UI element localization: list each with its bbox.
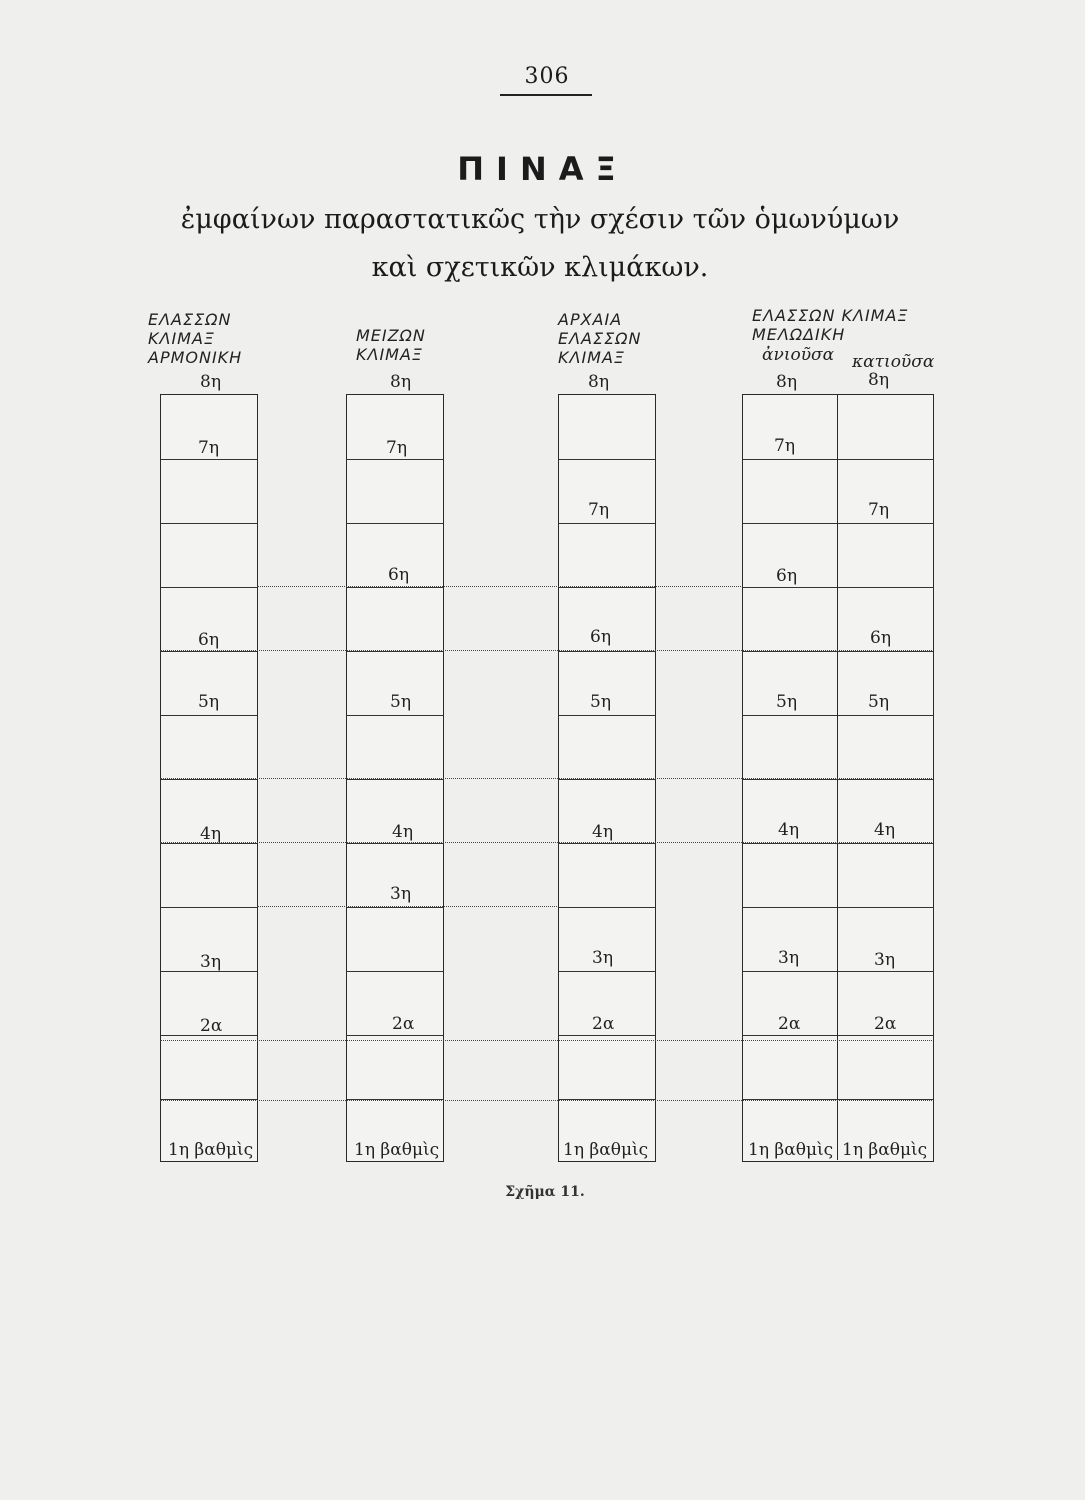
c4a-degree-2: 2α <box>778 1014 801 1034</box>
c4a-degree-4: 4η <box>778 820 800 840</box>
header-major: ΜΕΙΖΩΝ ΚΛΙΜΑΞ <box>356 326 426 364</box>
header-descending: κατιοῦσα <box>852 352 935 372</box>
c1-degree-6: 6η <box>198 630 220 650</box>
page-number-rule <box>500 94 592 96</box>
c4d-degree-2: 2α <box>874 1014 897 1034</box>
subtitle-line-1: ἐμφαίνων παραστατικῶς τὴν σχέσιν τῶν ὁμωνύμων <box>180 204 900 235</box>
c2-degree-6: 6η <box>388 565 410 585</box>
c2-degree-3: 3η <box>390 884 412 904</box>
c1-degree-7: 7η <box>198 438 220 458</box>
dotted-link-6-major <box>257 586 741 587</box>
c1-degree-4: 4η <box>200 824 222 844</box>
dotted-link-4 <box>160 842 932 843</box>
c4d-degree-3: 3η <box>874 950 896 970</box>
c3-degree-4: 4η <box>592 822 614 842</box>
c3-degree-6: 6η <box>590 627 612 647</box>
c3-degree-7: 7η <box>588 500 610 520</box>
dotted-link-1 <box>160 1100 932 1101</box>
dotted-link-2 <box>160 1040 932 1041</box>
table-title: ΠΙΝΑΞ <box>457 150 628 188</box>
c3-degree-5: 5η <box>590 692 612 712</box>
subtitle-line-2: καὶ σχετικῶν κλιμάκων. <box>371 252 709 283</box>
c3-degree-2: 2α <box>592 1014 615 1034</box>
c3-degree-3: 3η <box>592 948 614 968</box>
c2-degree-5: 5η <box>390 692 412 712</box>
c1-degree-1: 1η βαθμὶς <box>168 1140 254 1160</box>
c1-degree-8: 8η <box>200 372 222 392</box>
dotted-link-3 <box>257 906 557 907</box>
c2-degree-2: 2α <box>392 1014 415 1034</box>
figure-caption: Σχῆμα 11. <box>505 1184 585 1200</box>
c4a-degree-7: 7η <box>774 436 796 456</box>
header-harmonic-minor: ΕΛΑΣΣΩΝ ΚΛΙΜΑΞ ΑΡΜΟΝΙΚΗ <box>148 310 243 367</box>
page-number: 306 <box>524 64 570 89</box>
c1-degree-2: 2α <box>200 1016 223 1036</box>
c4a-degree-5: 5η <box>776 692 798 712</box>
c2-degree-1: 1η βαθμὶς <box>354 1140 440 1160</box>
c4a-degree-6: 6η <box>776 566 798 586</box>
c4a-degree-8: 8η <box>776 372 798 392</box>
c4a-degree-3: 3η <box>778 948 800 968</box>
c4d-degree-4: 4η <box>874 820 896 840</box>
header-ascending: ἀνιοῦσα <box>762 345 835 365</box>
dotted-link-6 <box>160 650 932 651</box>
header-melodic-minor: ΕΛΑΣΣΩΝ ΚΛΙΜΑΞ ΜΕΛΩΔΙΚΗ <box>752 306 909 344</box>
c1-degree-5: 5η <box>198 692 220 712</box>
c2-degree-8: 8η <box>390 372 412 392</box>
c2-degree-7: 7η <box>386 438 408 458</box>
dotted-link-5 <box>160 778 932 779</box>
c3-degree-8: 8η <box>588 372 610 392</box>
c4d-degree-5: 5η <box>868 692 890 712</box>
melodic-divider <box>837 394 838 1160</box>
c4d-degree-6: 6η <box>870 628 892 648</box>
c1-degree-3: 3η <box>200 952 222 972</box>
c4d-degree-8: 8η <box>868 370 890 390</box>
c4d-degree-7: 7η <box>868 500 890 520</box>
c3-degree-1: 1η βαθμὶς <box>563 1140 649 1160</box>
c4d-degree-1: 1η βαθμὶς <box>842 1140 928 1160</box>
header-ancient-minor: ΑΡΧΑΙΑ ΕΛΑΣΣΩΝ ΚΛΙΜΑΞ <box>558 310 642 367</box>
c2-degree-4: 4η <box>392 822 414 842</box>
c4a-degree-1: 1η βαθμὶς <box>748 1140 834 1160</box>
